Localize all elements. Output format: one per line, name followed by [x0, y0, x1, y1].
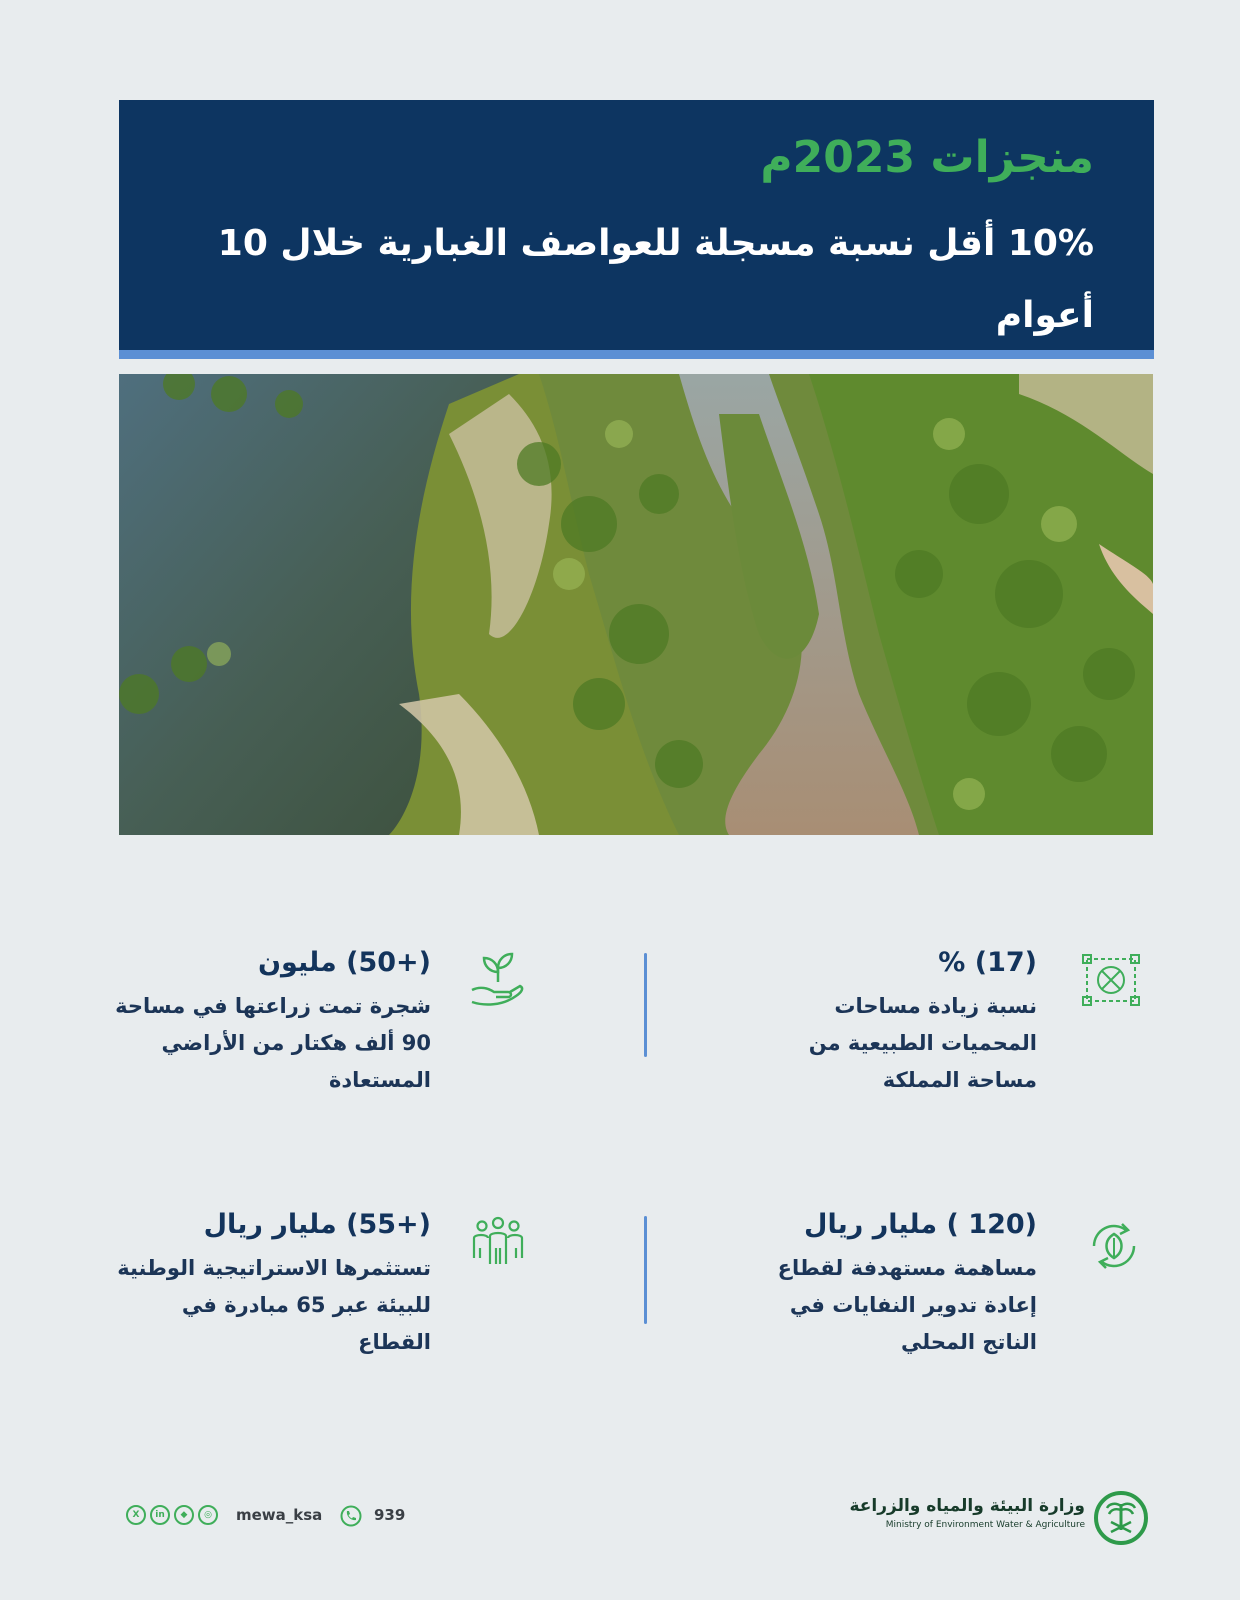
- divider: [644, 1216, 647, 1324]
- plant-in-hand-icon: [468, 952, 528, 1012]
- protected-area-icon: [1082, 954, 1140, 1010]
- page-title: منجزات 2023م: [760, 132, 1094, 183]
- stat-description: تستثمرها الاستراتيجية الوطنية للبيئة عبر 65 مبادرة في القطاع: [117, 1256, 431, 1354]
- instagram-icon[interactable]: ◎: [198, 1505, 218, 1525]
- social-icons: [126, 1505, 218, 1525]
- phone-icon: [340, 1505, 362, 1531]
- social-handle: mewa_ksa: [236, 1506, 323, 1524]
- phone-number: 939: [374, 1506, 406, 1524]
- ministry-name-english: Ministry of Environment Water & Agriculture: [885, 1520, 1085, 1530]
- aerial-wetland-photo: [119, 374, 1153, 835]
- x-icon[interactable]: X: [126, 1505, 146, 1525]
- stat-description: نسبة زيادة مساحات المحميات الطبيعية من مساحة المملكة: [808, 994, 1037, 1092]
- stat-recycling-contribution: [737, 1206, 1037, 1361]
- linkedin-icon[interactable]: in: [150, 1505, 170, 1525]
- ministry-logo: [1093, 1490, 1149, 1550]
- stat-description: شجرة تمت زراعتها في مساحة 90 ألف هكتار من الأراضي المستعادة: [115, 994, 431, 1092]
- stat-description: مساهمة مستهدفة لقطاع إعادة تدوير النفايات في الناتج المحلي: [777, 1256, 1037, 1354]
- header-banner: [119, 100, 1154, 350]
- stat-value: (+55) مليار ريال: [203, 1209, 431, 1240]
- stat-value: (+50) مليون: [257, 947, 431, 978]
- ministry-name-arabic: وزارة البيئة والمياه والزراعة: [849, 1496, 1085, 1516]
- stat-strategy-investment: [111, 1206, 431, 1361]
- stat-trees-planted: [111, 944, 431, 1099]
- snapchat-icon[interactable]: ◆: [174, 1505, 194, 1525]
- stat-value: (17) %: [938, 947, 1037, 978]
- stat-protected-areas: [777, 944, 1037, 1099]
- stat-value: (120 ) مليار ريال: [804, 1209, 1037, 1240]
- people-group-icon: [470, 1216, 526, 1272]
- headline: 10% أقل نسبة مسجلة للعواصف الغبارية خلال 10 أعوام: [217, 223, 1094, 336]
- header-accent-bar: [119, 350, 1154, 359]
- divider: [644, 953, 647, 1057]
- ministry-name: [849, 1494, 1085, 1532]
- recycle-leaf-icon: [1086, 1218, 1142, 1278]
